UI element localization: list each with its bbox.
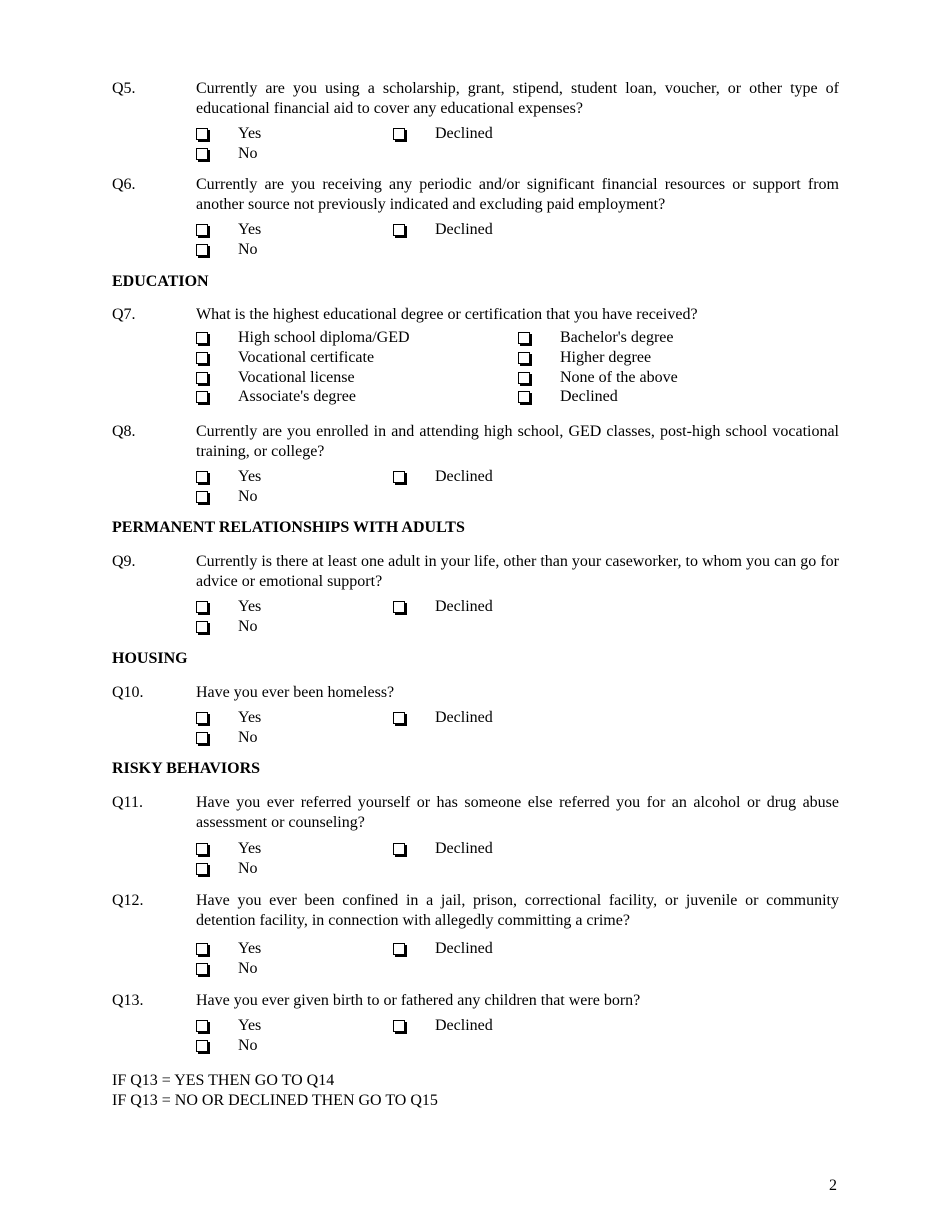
checkbox[interactable]	[196, 843, 208, 855]
section-heading-relationships: PERMANENT RELATIONSHIPS WITH ADULTS	[112, 519, 465, 536]
checkbox[interactable]	[393, 712, 405, 724]
question-number: Q13.	[112, 992, 144, 1009]
question-q9	[112, 552, 839, 637]
answer-options: High school diploma/GED Vocational certificate Vocational license Associate's degree Bachelor's degree Higher degree None of the above Declined	[196, 328, 839, 408]
checkbox[interactable]	[393, 1020, 405, 1032]
question-number: Q9.	[112, 553, 136, 570]
checkbox[interactable]	[518, 352, 530, 364]
section-heading-risky-behaviors: RISKY BEHAVIORS	[112, 760, 261, 777]
checkbox[interactable]	[196, 244, 208, 256]
answer-options: Yes Declined No	[196, 124, 839, 164]
question-number: Q11.	[112, 794, 143, 811]
question-q6	[112, 175, 839, 260]
answer-options: Yes Declined No	[196, 939, 839, 979]
checkbox[interactable]	[393, 128, 405, 140]
section-heading-housing: HOUSING	[112, 650, 188, 667]
answer-options: Yes Declined No	[196, 708, 839, 748]
checkbox[interactable]	[196, 391, 208, 403]
question-q10	[112, 683, 839, 748]
question-number: Q8.	[112, 423, 136, 440]
question-q8	[112, 422, 839, 507]
question-number: Q12.	[112, 892, 144, 909]
question-text: Have you ever been homeless?	[196, 684, 395, 701]
checkbox[interactable]	[196, 1020, 208, 1032]
checkbox[interactable]	[196, 863, 208, 875]
checkbox[interactable]	[518, 391, 530, 403]
answer-options: Yes Declined No	[196, 220, 839, 260]
checkbox[interactable]	[196, 372, 208, 384]
checkbox[interactable]	[518, 332, 530, 344]
question-text: Currently are you using a scholarship, grant, stipend, student loan, voucher, or other type of educational financial aid to cover any educational expenses?	[196, 80, 839, 117]
answer-options: Yes Declined No	[196, 839, 839, 879]
checkbox[interactable]	[393, 601, 405, 613]
checkbox[interactable]	[393, 943, 405, 955]
question-q13	[112, 991, 839, 1056]
answer-options: Yes Declined No	[196, 597, 839, 637]
page-number: 2	[829, 1177, 837, 1194]
checkbox[interactable]	[196, 471, 208, 483]
question-text: Currently is there at least one adult in your life, other than your caseworker, to whom you can go for advice or emotional support?	[196, 553, 839, 590]
question-text: Have you ever referred yourself or has someone else referred you for an alcohol or drug abuse assessment or counseling?	[196, 794, 839, 831]
checkbox[interactable]	[196, 601, 208, 613]
checkbox[interactable]	[196, 128, 208, 140]
checkbox[interactable]	[196, 1040, 208, 1052]
question-q7	[112, 305, 839, 408]
answer-options: Yes Declined No	[196, 1016, 839, 1056]
checkbox[interactable]	[196, 491, 208, 503]
checkbox[interactable]	[196, 352, 208, 364]
checkbox[interactable]	[196, 148, 208, 160]
skip-instruction-no: IF Q13 = NO OR DECLINED THEN GO TO Q15	[112, 1092, 438, 1109]
checkbox[interactable]	[196, 963, 208, 975]
skip-instruction-yes: IF Q13 = YES THEN GO TO Q14	[112, 1072, 335, 1089]
checkbox[interactable]	[196, 332, 208, 344]
checkbox[interactable]	[393, 471, 405, 483]
question-q5	[112, 79, 839, 164]
section-heading-education: EDUCATION	[112, 273, 209, 290]
question-text: What is the highest educational degree or certification that you have received?	[196, 306, 698, 323]
answer-options: Yes Declined No	[196, 467, 839, 507]
checkbox[interactable]	[196, 621, 208, 633]
question-text: Have you ever given birth to or fathered any children that were born?	[196, 992, 641, 1009]
checkbox[interactable]	[196, 712, 208, 724]
checkbox[interactable]	[393, 224, 405, 236]
checkbox[interactable]	[196, 943, 208, 955]
question-number: Q5.	[112, 80, 136, 97]
question-text: Have you ever been confined in a jail, prison, correctional facility, or juvenile or community detention facility, in connection with allegedly committing a crime?	[196, 892, 839, 929]
checkbox[interactable]	[196, 732, 208, 744]
checkbox[interactable]	[393, 843, 405, 855]
question-number: Q7.	[112, 306, 136, 323]
checkbox[interactable]	[518, 372, 530, 384]
question-number: Q10.	[112, 684, 144, 701]
question-text: Currently are you enrolled in and attending high school, GED classes, post-high school vocational training, or college?	[196, 423, 839, 460]
question-q12	[112, 891, 839, 979]
question-text: Currently are you receiving any periodic and/or significant financial resources or support from another source not previously indicated and excluding paid employment?	[196, 176, 839, 213]
question-number: Q6.	[112, 176, 136, 193]
question-q11	[112, 793, 839, 879]
checkbox[interactable]	[196, 224, 208, 236]
